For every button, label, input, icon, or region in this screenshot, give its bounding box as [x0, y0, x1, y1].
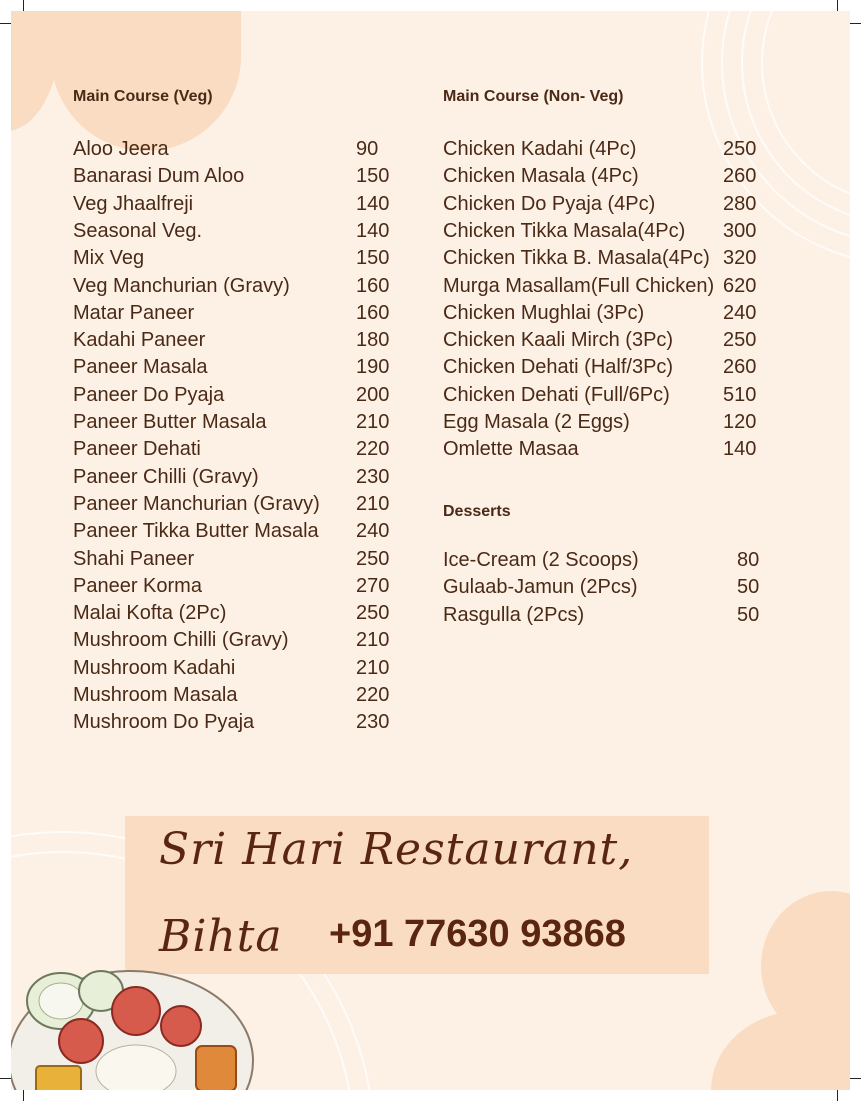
menu-item-price: 160 [356, 274, 390, 297]
menu-item-name: Mix Veg [73, 247, 145, 270]
menu-item-price: 270 [356, 574, 390, 597]
menu-item-price: 260 [723, 356, 757, 379]
nonveg-heading: Main Course (Non- Veg) [443, 88, 624, 105]
menu-item-price: 210 [356, 411, 390, 433]
menu-item-name: Malai Kofta (2Pc) [73, 602, 227, 625]
menu-item-price: 180 [356, 329, 390, 352]
menu-item-price: 210 [356, 656, 390, 679]
menu-item-name: Murga Masallam(Full Chicken) [443, 274, 715, 297]
menu-item-name: Paneer Butter Masala [73, 411, 267, 433]
menu-item-name: Chicken Dehati (Half/3Pc) [443, 356, 674, 379]
menu-item-price: 260 [723, 165, 757, 188]
menu-item-name: Mushroom Chilli (Gravy) [73, 629, 289, 652]
menu-item-price: 250 [356, 547, 390, 570]
menu-item-price: 210 [356, 629, 390, 652]
menu-item-name: Mushroom Kadahi [73, 656, 236, 679]
menu-item-price: 50 [737, 603, 760, 626]
menu-item-name: Paneer Chilli (Gravy) [73, 465, 259, 488]
menu-item-price: 250 [356, 602, 390, 625]
menu-item-name: Veg Jhaalfreji [73, 192, 194, 215]
bottom-right-blob-2 [711, 1011, 850, 1090]
menu-item-price: 140 [356, 192, 390, 215]
top-left-blob [51, 11, 241, 151]
menu-item-price: 160 [356, 301, 390, 324]
menu-item-name: Paneer Masala [73, 356, 208, 379]
menu-item-name: Omlette Masaa [443, 438, 579, 461]
menu-item-price: 190 [356, 356, 390, 379]
menu-item-price: 240 [356, 520, 390, 543]
menu-item-name: Paneer Do Pyaja [73, 383, 225, 406]
menu-item-price: 230 [356, 465, 390, 488]
menu-item-name: Gulaab-Jamun (2Pcs) [443, 576, 638, 599]
menu-item-price: 230 [356, 711, 390, 734]
menu-item-name: Chicken Mughlai (3Pc) [443, 301, 645, 324]
menu-item-price: 220 [356, 438, 390, 461]
menu-item-name: Ice-Cream (2 Scoops) [443, 549, 639, 571]
menu-item-price: 210 [356, 492, 390, 515]
menu-item-name: Chicken Kaali Mirch (3Pc) [443, 329, 674, 352]
menu-item-price: 50 [737, 576, 760, 599]
food-plate-illustration [11, 951, 266, 1090]
menu-item-name: Chicken Dehati (Full/6Pc) [443, 383, 670, 406]
menu-item-price: 320 [723, 247, 757, 270]
menu-item-price: 620 [723, 274, 757, 297]
menu-item-price: 150 [356, 165, 390, 188]
phone-number: +91 77630 93868 [329, 913, 626, 955]
menu-item-name: Egg Masala (2 Eggs) [443, 411, 630, 433]
desserts-heading: Desserts [443, 503, 511, 520]
menu-item-price: 280 [723, 192, 757, 215]
menu-item-price: 140 [723, 438, 757, 461]
menu-item-price: 250 [723, 329, 757, 352]
menu-item-name: Chicken Tikka Masala(4Pc) [443, 219, 686, 242]
menu-item-price: 240 [723, 301, 757, 324]
menu-item-name: Shahi Paneer [73, 547, 195, 570]
menu-item-name: Banarasi Dum Aloo [73, 165, 245, 188]
menu-item-name: Aloo Jeera [73, 138, 169, 160]
menu-item-price: 140 [356, 219, 390, 242]
menu-item-name: Chicken Kadahi (4Pc) [443, 138, 637, 160]
menu-item-name: Kadahi Paneer [73, 329, 206, 352]
menu-item-name: Chicken Tikka B. Masala(4Pc) [443, 247, 710, 270]
menu-item-name: Rasgulla (2Pcs) [443, 603, 585, 626]
menu-item-name: Mushroom Masala [73, 684, 238, 706]
menu-page [11, 11, 850, 1090]
menu-item-name: Paneer Manchurian (Gravy) [73, 492, 320, 515]
menu-item-price: 150 [356, 247, 390, 270]
menu-item-price: 220 [356, 684, 390, 706]
menu-item-name: Seasonal Veg. [73, 219, 202, 242]
menu-item-price: 200 [356, 383, 390, 406]
menu-item-name: Matar Paneer [73, 301, 195, 324]
menu-item-name: Paneer Tikka Butter Masala [73, 520, 319, 543]
menu-item-name: Mushroom Do Pyaja [73, 711, 255, 734]
restaurant-name: Sri Hari Restaurant, [159, 824, 634, 875]
menu-item-name: Veg Manchurian (Gravy) [73, 274, 290, 297]
top-left-corner-blob [11, 11, 61, 131]
menu-item-name: Chicken Masala (4Pc) [443, 165, 639, 188]
menu-item-price: 80 [737, 549, 760, 571]
menu-item-price: 250 [723, 138, 757, 160]
menu-item-price: 120 [723, 411, 757, 433]
menu-item-name: Chicken Do Pyaja (4Pc) [443, 192, 656, 215]
veg-heading: Main Course (Veg) [73, 88, 213, 105]
restaurant-location: Bihta [159, 911, 283, 962]
menu-item-price: 510 [723, 383, 757, 406]
menu-item-price: 300 [723, 219, 757, 242]
menu-item-name: Paneer Dehati [73, 438, 201, 461]
menu-item-price: 90 [356, 138, 379, 160]
menu-item-name: Paneer Korma [73, 574, 202, 597]
